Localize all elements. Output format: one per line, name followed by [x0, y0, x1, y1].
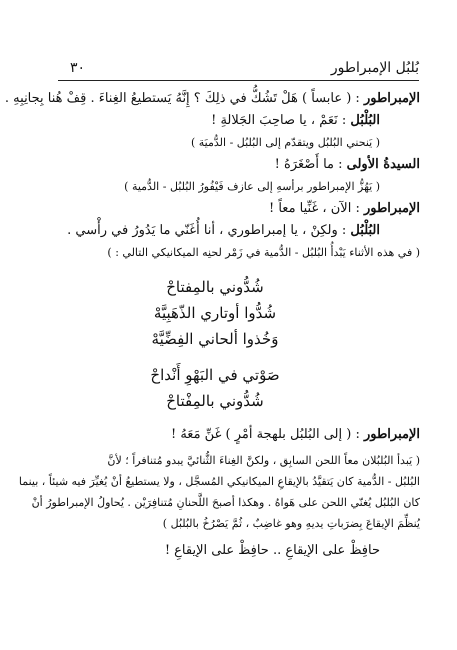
play-text	[4, 88, 420, 562]
dialogue-line	[50, 154, 420, 176]
speaker-name: السيدةُ الأولى	[346, 157, 420, 172]
dialogue-line	[50, 110, 420, 132]
speaker-name: البُلْبُل	[350, 113, 380, 128]
speaker-name: البُلْبُل	[350, 223, 380, 238]
stage-paragraph-line: ( يَبدأ البُلبُلان معاً اللحن السابِق ، ولكنَّ الغِناءَ الثُّنائيَّ يبدو مُتنافراً ؛ لأنَّ	[107, 454, 420, 467]
running-title: بُلبُل الإمبراطور	[330, 60, 419, 76]
dialogue-line	[4, 88, 420, 110]
dialogue-text: : نَعَمْ ، يا صاحِبَ الجَلالةِ !	[211, 113, 351, 128]
running-header	[58, 58, 419, 81]
speaker-name: الإمبراطور	[363, 201, 420, 216]
verse-line: شُدُّوا أوتاري الذّهَبِيَّهْ	[153, 304, 277, 322]
dialogue-text: : ولكِنْ ، يا إمبراطوري ، أنا أُغَنّي ما يَدُورُ في رأْسي .	[67, 223, 351, 238]
final-line: حافِظْ على الإيقاعِ .. حافِظْ على الإيقاعِ !	[164, 543, 380, 558]
dialogue-line	[50, 424, 420, 446]
stage-direction: ( يَنحني البُلبُل ويتقدّم إلى البُلبُل - الدُّميَة )	[191, 136, 380, 149]
dialogue-text: : ( عابساً ) هَلْ تَشُكُّ في ذلِكَ ؟ إِنَّهُ يَستطيعُ الغِناءَ . قِفْ هُنا بِجانِبِهِ .	[4, 91, 364, 106]
page-number: ٣٠	[70, 60, 86, 76]
speaker-name: الإمبراطور	[363, 427, 420, 442]
dialogue-text: : ( إلى البُلبُل بلهجة أمْرٍ ) غَنِّ مَعَهُ !	[170, 427, 364, 442]
verse-line: شُدُّوني بالمِفْتاحْ	[166, 392, 264, 410]
stage-direction: ( في هذه الأثناء يَبْدأُ البُلبُل - الدُّمية في زَمْر لحنِه الميكانيكي التالي : )	[107, 246, 420, 259]
stage-paragraph-line: كان البُلبُل يُغنّي اللحن على هَواهُ . وهكذا أصبحَ اللَّحنانِ مُتنافِرَيْن . يُحاولُ الإمبراطورُ أنْ	[31, 496, 420, 509]
dialogue-text: : ما أَصْغَرَهُ !	[274, 157, 347, 172]
verse-line: وَخُذوا ألحاني الفِضِّيَّهْ	[151, 330, 279, 348]
dialogue-text: : الآن ، غَنِّيا معاً !	[268, 201, 364, 216]
verse-line: شُدُّوني بالمِفتاحْ	[166, 278, 264, 296]
dialogue-line	[50, 220, 420, 242]
verse-line: صَوْتي في البَهْوِ أَنْداحْ	[150, 366, 280, 384]
dialogue-line	[50, 198, 420, 220]
stage-direction: ( يَهُزُّ الإمبراطور برأسهِ إلى عازف فَيْفُورُ البُلبُل - الدُّمية )	[124, 180, 380, 193]
stage-paragraph-line: يُنظِّمَ الإيقاعَ بِضرَباتِ يديهِ وهو غاضِبٌ ، ثُمَّ يَصْرُخُ بالبُلبُل )	[162, 517, 420, 530]
speaker-name: الإمبراطور	[363, 91, 420, 106]
stage-paragraph-line: البُلبُل - الدُّمية كان يَتقيَّدُ بالإيقاعِ الميكانيكي المُسجَّل ، ولا يستطيعُ أنْ يُغيِّرَ فيه شيئاً ، بينما	[18, 475, 420, 488]
